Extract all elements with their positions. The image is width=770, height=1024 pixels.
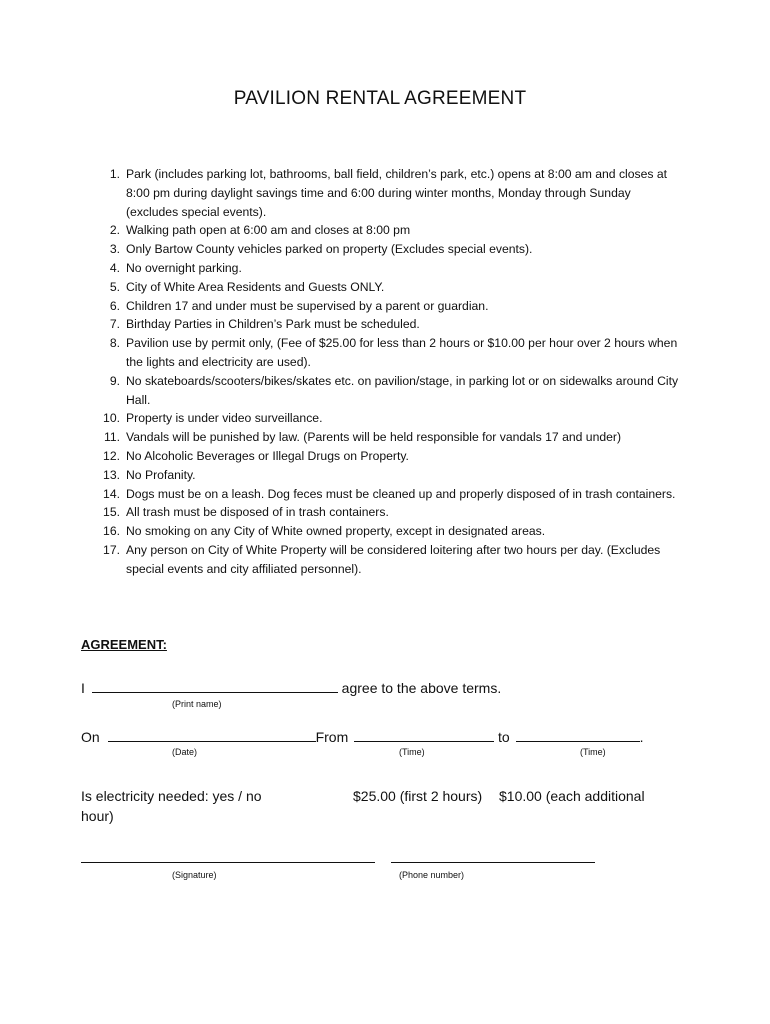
rule-number: 5. bbox=[109, 279, 120, 294]
rule-number: 7. bbox=[109, 317, 120, 332]
rule-number: 13. bbox=[103, 467, 120, 482]
i-label: I bbox=[81, 680, 85, 696]
date-field[interactable] bbox=[108, 727, 316, 742]
rule-item bbox=[96, 428, 686, 447]
rule-text: Dogs must be on a leash. Dog feces must be cleaned up and properly disposed of in trash containers. bbox=[126, 486, 676, 501]
rule-text: No overnight parking. bbox=[126, 260, 242, 275]
rule-item bbox=[96, 503, 686, 522]
print-name-caption: (Print name) bbox=[172, 699, 222, 709]
date-caption: (Date) bbox=[172, 747, 198, 757]
rule-number: 6. bbox=[109, 298, 120, 313]
rule-text: City of White Area Residents and Guests ONLY. bbox=[126, 279, 385, 294]
rule-text: No Profanity. bbox=[126, 467, 196, 482]
rule-number: 16. bbox=[103, 524, 120, 539]
rule-number: 2. bbox=[109, 223, 120, 238]
agree-text: agree to the above terms. bbox=[341, 680, 502, 696]
rule-text: Vandals will be punished by law. (Parents will be held responsible for vandals 17 and under) bbox=[126, 430, 622, 445]
rule-item bbox=[96, 466, 686, 485]
rule-text: No skateboards/scooters/bikes/skates etc. on pavilion/stage, in parking lot or on sidewalks around City Hall. bbox=[126, 373, 679, 407]
rule-text: Park (includes parking lot, bathrooms, ball field, children’s park, etc.) opens at 8:00 am and closes at 8:00 pm during daylight savings time and 6:00 during winter months, Monday through Sunday (excludes special events). bbox=[126, 167, 668, 219]
rule-number: 8. bbox=[109, 336, 120, 351]
signature-field[interactable] bbox=[81, 862, 375, 863]
rule-item bbox=[96, 334, 686, 372]
phone-caption: (Phone number) bbox=[399, 870, 465, 880]
rule-item bbox=[96, 447, 686, 466]
from-time-caption: (Time) bbox=[399, 747, 425, 757]
rule-item bbox=[96, 541, 686, 579]
rule-item bbox=[96, 165, 686, 221]
electricity-question: Is electricity needed: yes / no bbox=[81, 788, 262, 804]
to-label: to bbox=[498, 729, 510, 745]
rule-text: Children 17 and under must be supervised by a parent or guardian. bbox=[126, 298, 489, 313]
rules-list bbox=[96, 165, 686, 579]
rule-number: 4. bbox=[109, 260, 120, 275]
to-time-caption: (Time) bbox=[580, 747, 606, 757]
fee-additional-continued: hour) bbox=[81, 808, 114, 824]
rule-item bbox=[96, 522, 686, 541]
print-name-field[interactable] bbox=[92, 678, 338, 693]
from-label: From bbox=[315, 729, 349, 745]
rule-number: 14. bbox=[103, 486, 120, 501]
fee-first-two-hours: $25.00 (first 2 hours) bbox=[353, 788, 483, 804]
rule-text: No Alcoholic Beverages or Illegal Drugs on Property. bbox=[126, 448, 409, 463]
from-time-field[interactable] bbox=[354, 727, 494, 742]
period: . bbox=[639, 729, 644, 745]
rule-text: No smoking on any City of White owned property, except in designated areas. bbox=[126, 524, 546, 539]
phone-number-field[interactable] bbox=[391, 862, 595, 863]
agreement-heading: AGREEMENT: bbox=[81, 637, 167, 652]
rule-text: All trash must be disposed of in trash containers. bbox=[126, 505, 389, 520]
rule-number: 11. bbox=[103, 430, 120, 445]
rule-text: Pavilion use by permit only, (Fee of $25.00 for less than 2 hours or $10.00 per hour over 2 hours when the lights and electricity are used). bbox=[126, 336, 678, 369]
rule-item bbox=[96, 278, 686, 297]
rule-text: Any person on City of White Property will be considered loitering after two hours per day. (Excludes special events and city affiliated personnel). bbox=[126, 542, 661, 576]
rule-text: Property is under video surveillance. bbox=[126, 411, 323, 426]
rule-item bbox=[96, 409, 686, 428]
to-time-field[interactable] bbox=[516, 727, 640, 742]
rule-number: 3. bbox=[109, 242, 120, 257]
date-time-line bbox=[81, 727, 644, 745]
rule-item bbox=[96, 297, 686, 316]
rule-number: 1. bbox=[109, 167, 120, 181]
rule-item bbox=[96, 221, 686, 240]
rule-item bbox=[96, 372, 686, 410]
rule-number: 12. bbox=[103, 448, 120, 463]
fee-additional: $10.00 (each additional bbox=[499, 788, 645, 804]
agree-line bbox=[81, 678, 501, 696]
document-title: PAVILION RENTAL AGREEMENT bbox=[233, 88, 527, 109]
rule-text: Walking path open at 6:00 am and closes at 8:00 pm bbox=[126, 223, 411, 238]
rule-item bbox=[96, 485, 686, 504]
rule-number: 9. bbox=[109, 373, 120, 388]
rule-item bbox=[96, 259, 686, 278]
rule-number: 10. bbox=[103, 411, 120, 426]
rule-item bbox=[96, 240, 686, 259]
rule-number: 17. bbox=[103, 542, 120, 557]
rule-text: Only Bartow County vehicles parked on property (Excludes special events). bbox=[126, 242, 533, 257]
on-label: On bbox=[81, 729, 100, 745]
rule-item bbox=[96, 315, 686, 334]
signature-caption: (Signature) bbox=[172, 870, 217, 880]
rule-number: 15. bbox=[103, 505, 120, 520]
rule-text: Birthday Parties in Children’s Park must be scheduled. bbox=[126, 317, 420, 332]
